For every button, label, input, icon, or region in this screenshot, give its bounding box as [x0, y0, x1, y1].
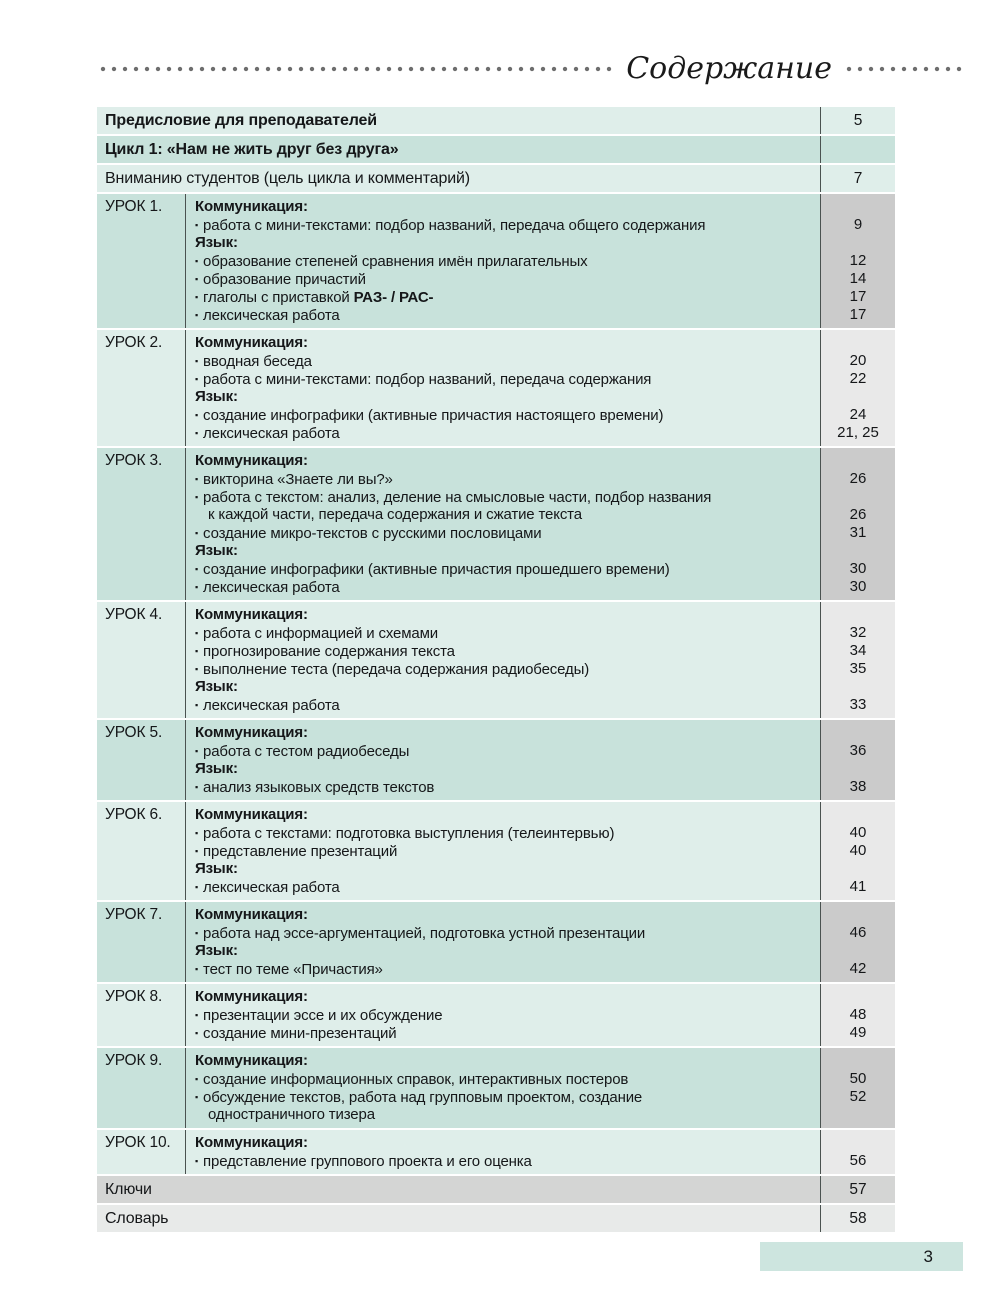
toc-line-text: к каждой части, передача содержания и сжатие текста	[208, 506, 582, 523]
page-number	[821, 906, 895, 924]
page-number	[821, 606, 895, 624]
page-header	[100, 50, 964, 88]
toc-line	[195, 560, 820, 578]
toc-line-text: создание инфографики (активные причастия прошедшего времени)	[203, 561, 670, 578]
toc-row	[97, 1048, 895, 1128]
toc-line	[195, 578, 820, 596]
page-number	[821, 988, 895, 1006]
bullet-icon: ▪	[195, 564, 199, 574]
toc-line	[195, 696, 820, 714]
page-number: 34	[849, 642, 867, 659]
toc-line	[195, 624, 820, 642]
bullet-icon: ▪	[195, 964, 199, 974]
lesson-label: УРОК 2.	[105, 334, 163, 351]
toc-row	[97, 902, 895, 982]
toc-line	[195, 824, 820, 842]
page-number: 41	[849, 878, 867, 895]
toc-line-text: образование степеней сравнения имён прилагательных	[203, 253, 588, 270]
toc-row	[97, 802, 895, 900]
toc-line	[195, 760, 820, 778]
toc-line	[195, 924, 820, 942]
lesson-content	[185, 1130, 820, 1174]
page-number	[821, 488, 895, 506]
lesson-pages	[820, 194, 895, 328]
toc-line	[195, 1024, 820, 1042]
lesson-pages	[820, 720, 895, 800]
lesson-label: УРОК 1.	[105, 198, 163, 215]
bullet-icon: ▪	[195, 746, 199, 756]
page-number	[821, 1106, 895, 1124]
page-number	[821, 388, 895, 406]
page-number: 38	[849, 778, 867, 795]
bullet-icon: ▪	[195, 474, 199, 484]
toc-line-text: Коммуникация:	[195, 198, 308, 215]
toc-line	[195, 334, 820, 352]
bullet-icon: ▪	[195, 1092, 199, 1102]
bullet-icon: ▪	[195, 646, 199, 656]
toc-line-text: презентации эссе и их обсуждение	[203, 1007, 443, 1024]
bullet-icon: ▪	[195, 628, 199, 638]
toc-line	[195, 1134, 820, 1152]
toc-line	[195, 960, 820, 978]
toc-line	[195, 860, 820, 878]
toc-row-page: 5	[820, 107, 895, 134]
lesson-label: УРОК 9.	[105, 1052, 163, 1069]
bullet-icon: ▪	[195, 582, 199, 592]
toc-line	[195, 878, 820, 896]
toc-line	[195, 606, 820, 624]
toc-line	[195, 424, 820, 442]
toc-line	[195, 778, 820, 796]
page-number	[821, 678, 895, 696]
page-number	[821, 542, 895, 560]
toc-line-text: представление презентаций	[203, 843, 398, 860]
toc-line-text: вводная беседа	[203, 353, 312, 370]
lesson-pages	[820, 330, 895, 446]
bullet-icon: ▪	[195, 410, 199, 420]
page-number: 40	[849, 842, 867, 859]
lesson-label: УРОК 4.	[105, 606, 163, 623]
toc-line-text: викторина «Знаете ли вы?»	[203, 471, 393, 488]
page-number: 36	[849, 742, 867, 759]
bullet-icon: ▪	[195, 428, 199, 438]
toc-row	[97, 165, 895, 192]
lesson-pages	[820, 1130, 895, 1174]
bullet-icon: ▪	[195, 356, 199, 366]
lesson-content	[185, 602, 820, 718]
toc-line-text-bold: РАЗ- / РАС-	[353, 289, 434, 306]
toc-line	[195, 370, 820, 388]
toc-row	[97, 1130, 895, 1174]
toc-line-text: Коммуникация:	[195, 1134, 308, 1151]
toc-line-text: Коммуникация:	[195, 906, 308, 923]
toc-row	[97, 720, 895, 800]
lesson-pages	[820, 602, 895, 718]
bullet-icon: ▪	[195, 528, 199, 538]
page-number: 46	[849, 924, 867, 941]
toc-line-text: Язык:	[195, 678, 238, 695]
bullet-icon: ▪	[195, 274, 199, 284]
page-number: 42	[849, 960, 867, 977]
folio-page-number: 3	[923, 1246, 933, 1266]
toc-line-text: Коммуникация:	[195, 988, 308, 1005]
toc-row	[97, 984, 895, 1046]
page-number	[821, 334, 895, 352]
toc-line	[195, 252, 820, 270]
toc-line-text: Коммуникация:	[195, 334, 308, 351]
page-number: 26	[849, 470, 867, 487]
bullet-icon: ▪	[195, 256, 199, 266]
toc-line-text: работа с информацией и схемами	[203, 625, 438, 642]
toc-line-text: работа с мини-текстами: подбор названий, передача общего содержания	[203, 217, 706, 234]
bullet-icon: ▪	[195, 492, 199, 502]
page-number: 21, 25	[837, 424, 879, 441]
toc-line-text: работа с тестом радиобеседы	[203, 743, 410, 760]
toc-line-text: создание микро-текстов с русскими пословицами	[203, 525, 542, 542]
page-number: 49	[849, 1024, 867, 1041]
bullet-icon: ▪	[195, 782, 199, 792]
lesson-content	[185, 330, 820, 446]
toc-line-text: Язык:	[195, 388, 238, 405]
toc-row-page: 57	[820, 1176, 895, 1203]
page-number	[821, 760, 895, 778]
toc-line	[195, 270, 820, 288]
toc-line	[195, 198, 820, 216]
page-number	[821, 452, 895, 470]
bullet-icon: ▪	[195, 846, 199, 856]
lesson-label: УРОК 5.	[105, 724, 163, 741]
page-number	[821, 198, 895, 216]
page-number	[821, 860, 895, 878]
page-number	[821, 234, 895, 252]
toc-line-text: создание инфографики (активные причастия настоящего времени)	[203, 407, 664, 424]
toc-line	[195, 660, 820, 678]
toc-line-text: Язык:	[195, 942, 238, 959]
toc-line	[195, 524, 820, 542]
bullet-icon: ▪	[195, 1028, 199, 1038]
toc-line-text: анализ языковых средств текстов	[203, 779, 435, 796]
bullet-icon: ▪	[195, 310, 199, 320]
bullet-icon: ▪	[195, 828, 199, 838]
toc-line	[195, 470, 820, 488]
page-number	[821, 1134, 895, 1152]
page-number: 32	[849, 624, 867, 641]
toc-line-text: Коммуникация:	[195, 724, 308, 741]
toc-line-text: глаголы с приставкой	[203, 289, 354, 306]
toc-line-text: Язык:	[195, 542, 238, 559]
page-number: 17	[849, 288, 867, 305]
lesson-pages	[820, 984, 895, 1046]
dotted-rule-right	[846, 66, 964, 72]
toc-row	[97, 448, 895, 600]
toc-line	[195, 942, 820, 960]
footer-bar	[760, 1242, 963, 1271]
page-number: 30	[849, 578, 867, 595]
page-title: Содержание	[626, 51, 832, 86]
bullet-icon: ▪	[195, 664, 199, 674]
toc-line	[195, 724, 820, 742]
page-number: 24	[849, 406, 867, 423]
toc-line-text: Коммуникация:	[195, 452, 308, 469]
page-number: 40	[849, 824, 867, 841]
toc-line-text: работа с мини-текстами: подбор названий, передача содержания	[203, 371, 652, 388]
toc-line-text: Коммуникация:	[195, 606, 308, 623]
toc-line-text: образование причастий	[203, 271, 366, 288]
page-number: 56	[849, 1152, 867, 1169]
bullet-icon: ▪	[195, 220, 199, 230]
toc-line-text: одностраничного тизера	[208, 1106, 375, 1123]
toc-line	[195, 806, 820, 824]
dotted-rule-left	[100, 66, 612, 72]
toc-row-page	[820, 136, 895, 163]
lesson-label: УРОК 3.	[105, 452, 163, 469]
toc-line	[195, 234, 820, 252]
toc-row-page: 7	[820, 165, 895, 192]
lesson-label: УРОК 7.	[105, 906, 163, 923]
lesson-content	[185, 902, 820, 982]
toc-row	[97, 107, 895, 134]
toc-line	[195, 1070, 820, 1088]
toc-line-text: Язык:	[195, 234, 238, 251]
lesson-content	[185, 1048, 820, 1128]
lesson-pages	[820, 802, 895, 900]
toc-row-label: Ключи	[105, 1181, 152, 1198]
toc-line	[195, 406, 820, 424]
page-number: 9	[853, 216, 863, 233]
toc-line	[195, 642, 820, 660]
toc-line-text: Язык:	[195, 860, 238, 877]
bullet-icon: ▪	[195, 1010, 199, 1020]
toc-line-text: выполнение теста (передача содержания радиобеседы)	[203, 661, 590, 678]
lesson-content	[185, 720, 820, 800]
toc-row-label: Цикл 1: «Нам не жить друг без друга»	[105, 141, 399, 158]
toc-line	[195, 488, 820, 506]
toc-line	[195, 1088, 820, 1106]
toc-line-text: лексическая работа	[203, 425, 340, 442]
toc-row	[97, 194, 895, 328]
page-number: 31	[849, 524, 867, 541]
page-number: 48	[849, 1006, 867, 1023]
toc-line-text: лексическая работа	[203, 879, 340, 896]
toc-line	[195, 1006, 820, 1024]
toc-line	[195, 1152, 820, 1170]
page-number: 50	[849, 1070, 867, 1087]
toc-line	[195, 306, 820, 324]
lesson-content	[185, 802, 820, 900]
lesson-pages	[820, 1048, 895, 1128]
toc-row-label: Вниманию студентов (цель цикла и комментарий)	[105, 170, 470, 187]
bullet-icon: ▪	[195, 700, 199, 710]
page-number: 14	[849, 270, 867, 287]
page-number: 33	[849, 696, 867, 713]
toc-line-text: создание информационных справок, интерактивных постеров	[203, 1071, 629, 1088]
toc-line	[195, 742, 820, 760]
toc-table	[97, 107, 895, 1234]
toc-line	[195, 906, 820, 924]
toc-row	[97, 1205, 895, 1232]
lesson-label: УРОК 10.	[105, 1134, 171, 1151]
toc-line-text: лексическая работа	[203, 307, 340, 324]
page-number: 22	[849, 370, 867, 387]
toc-line-text: работа над эссе-аргументацией, подготовка устной презентации	[203, 925, 646, 942]
toc-line	[195, 352, 820, 370]
page-number: 20	[849, 352, 867, 369]
toc-line	[195, 1052, 820, 1070]
toc-line-text: тест по теме «Причастия»	[203, 961, 383, 978]
page-number: 17	[849, 306, 867, 323]
page-number	[821, 1052, 895, 1070]
toc-line-text: представление группового проекта и его оценка	[203, 1153, 532, 1170]
page-number: 30	[849, 560, 867, 577]
page-number	[821, 724, 895, 742]
bullet-icon: ▪	[195, 928, 199, 938]
lesson-content	[185, 984, 820, 1046]
toc-line	[195, 288, 820, 306]
toc-row	[97, 1176, 895, 1203]
bullet-icon: ▪	[195, 1156, 199, 1166]
toc-line	[195, 1106, 820, 1124]
toc-line-text: обсуждение текстов, работа над групповым проектом, создание	[203, 1089, 643, 1106]
toc-row	[97, 136, 895, 163]
toc-line	[195, 542, 820, 560]
lesson-content	[185, 448, 820, 600]
toc-line-text: Коммуникация:	[195, 1052, 308, 1069]
page-number	[821, 942, 895, 960]
toc-line-text: создание мини-презентаций	[203, 1025, 397, 1042]
page-number	[821, 806, 895, 824]
lesson-pages	[820, 902, 895, 982]
bullet-icon: ▪	[195, 1074, 199, 1084]
page-number: 52	[849, 1088, 867, 1105]
toc-line	[195, 216, 820, 234]
lesson-label: УРОК 6.	[105, 806, 163, 823]
lesson-pages	[820, 448, 895, 600]
toc-row-page: 58	[820, 1205, 895, 1232]
toc-line-text: Язык:	[195, 760, 238, 777]
toc-line-text: лексическая работа	[203, 697, 340, 714]
toc-line	[195, 452, 820, 470]
toc-line-text: работа с текстом: анализ, деление на смысловые части, подбор названия	[203, 489, 712, 506]
bullet-icon: ▪	[195, 882, 199, 892]
lesson-label: УРОК 8.	[105, 988, 163, 1005]
toc-line-text: Коммуникация:	[195, 806, 308, 823]
toc-row	[97, 330, 895, 446]
page-number: 26	[849, 506, 867, 523]
toc-line	[195, 506, 820, 524]
toc-row-label: Предисловие для преподавателей	[105, 112, 377, 129]
bullet-icon: ▪	[195, 374, 199, 384]
toc-line	[195, 388, 820, 406]
toc-line-text: работа с текстами: подготовка выступления (телеинтервью)	[203, 825, 615, 842]
toc-row-label: Словарь	[105, 1210, 169, 1227]
toc-line-text: прогнозирование содержания текста	[203, 643, 455, 660]
toc-row	[97, 602, 895, 718]
page-number: 35	[849, 660, 867, 677]
lesson-content	[185, 194, 820, 328]
toc-line	[195, 842, 820, 860]
page-number: 12	[849, 252, 867, 269]
toc-line	[195, 988, 820, 1006]
bullet-icon: ▪	[195, 292, 199, 302]
toc-line-text: лексическая работа	[203, 579, 340, 596]
toc-line	[195, 678, 820, 696]
